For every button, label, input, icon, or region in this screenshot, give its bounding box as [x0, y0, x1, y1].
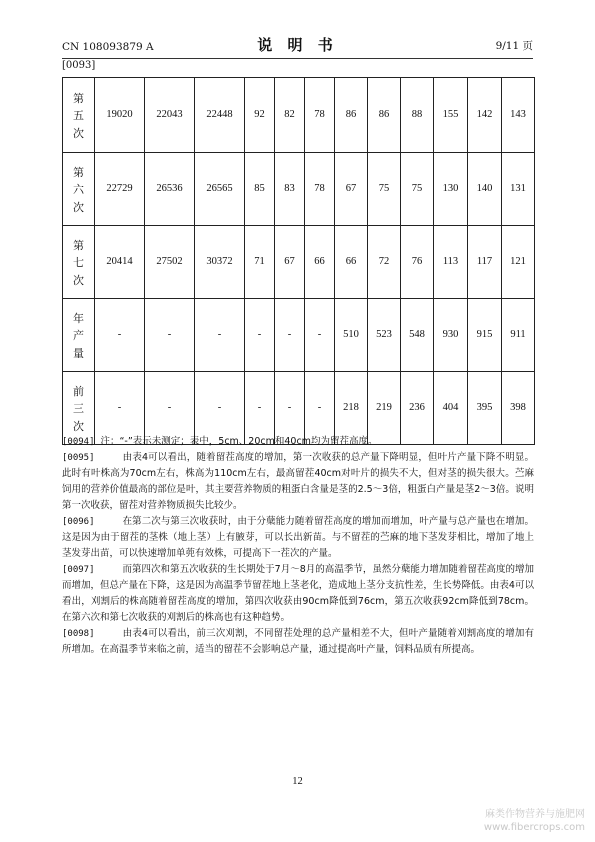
- table-cell: 142: [468, 78, 502, 153]
- table-cell: 82: [275, 78, 305, 153]
- table-cell: 78: [305, 153, 335, 226]
- row-label-char: 次: [73, 126, 84, 140]
- table-cell: 86: [368, 78, 401, 153]
- table-cell: 27502: [145, 226, 195, 299]
- table-cell: 20414: [95, 226, 145, 299]
- row-label-char: 次: [73, 200, 84, 214]
- paragraph-tag: [0094]: [62, 437, 95, 447]
- paragraph-tag: [0095]: [62, 453, 95, 463]
- paragraph-text: 注：“-”表示未测定；表中，5cm、20cm和40cm均为留茬高度。: [100, 436, 378, 447]
- table-cell: -: [275, 372, 305, 445]
- table-cell: 85: [245, 153, 275, 226]
- paragraph: [62, 562, 534, 626]
- paragraph: [62, 514, 534, 562]
- table-cell: -: [195, 299, 245, 372]
- table-cell: -: [275, 299, 305, 372]
- row-label-char: 次: [73, 419, 84, 433]
- table-cell: 915: [468, 299, 502, 372]
- row-label-char: 第: [73, 92, 84, 106]
- row-label-char: 三: [73, 402, 84, 416]
- table-cell: 548: [401, 299, 434, 372]
- table-cell: 76: [401, 226, 434, 299]
- row-label: [63, 153, 95, 226]
- table-cell: 22043: [145, 78, 195, 153]
- table-cell: 75: [401, 153, 434, 226]
- table-row: [63, 299, 535, 372]
- table-cell: 22448: [195, 78, 245, 153]
- row-label-char: 次: [73, 273, 84, 287]
- table-paragraph-tag: [0093]: [62, 60, 96, 71]
- row-label: [63, 299, 95, 372]
- row-label-char: 年: [73, 312, 84, 326]
- table-row: [63, 226, 535, 299]
- row-label-char: 第: [73, 239, 84, 253]
- table-row: [63, 153, 535, 226]
- paragraph-text: 而第四次和第五次收获的生长期处于7月～8月的高温季节，虽然分蘖能力增加随着留茬高度的增加而增加，但总产量在下降，这是因为高温季节留茬地上茎老化，造成地上茎分支抗性差，生长势降低。由表4可以看出，刈割后的株高随着留茬高度的增加，第四次收获由90cm降低到76cm，第五次收获92cm降低到78cm。在第六次和第七次收获的刈割后的株高也有这种趋势。: [62, 564, 534, 623]
- table-cell: -: [95, 372, 145, 445]
- row-label-char: 七: [73, 256, 84, 270]
- watermark-url: www.fibercrops.com: [483, 822, 585, 833]
- document-title: 说 明 书: [257, 36, 338, 54]
- table-cell: 143: [502, 78, 535, 153]
- table-cell: 86: [335, 78, 368, 153]
- yield-table: [62, 77, 535, 445]
- table-cell: 131: [502, 153, 535, 226]
- row-label-char: 五: [73, 109, 84, 123]
- table-cell: 67: [335, 153, 368, 226]
- row-label-char: 产: [73, 329, 84, 343]
- table-cell: 88: [401, 78, 434, 153]
- table-cell: 510: [335, 299, 368, 372]
- table-cell: 117: [468, 226, 502, 299]
- table-cell: 26565: [195, 153, 245, 226]
- paragraph: [62, 434, 534, 450]
- table-cell: -: [305, 299, 335, 372]
- paragraph: [62, 626, 534, 658]
- table-cell: 75: [368, 153, 401, 226]
- table-cell: 398: [502, 372, 535, 445]
- paragraph-text: 由表4可以看出，前三次刈割，不同留茬处理的总产量相差不大，但叶产量随着刈割高度的增加有所增加。在高温季节来临之前，适当的留茬不会影响总产量，通过提高叶产量，饲料品质有所提高。: [62, 628, 534, 655]
- table-cell: -: [145, 299, 195, 372]
- table-cell: 218: [335, 372, 368, 445]
- row-label: [63, 226, 95, 299]
- table-cell: 155: [434, 78, 468, 153]
- table-cell: 236: [401, 372, 434, 445]
- table-cell: -: [95, 299, 145, 372]
- patent-number: CN 108093879 A: [62, 41, 154, 53]
- page-header: [62, 34, 533, 59]
- table-cell: 22729: [95, 153, 145, 226]
- paragraph: [62, 450, 534, 514]
- table-cell: 67: [275, 226, 305, 299]
- page-number: 12: [292, 776, 303, 787]
- table-cell: 71: [245, 226, 275, 299]
- table-cell: 92: [245, 78, 275, 153]
- table-cell: 404: [434, 372, 468, 445]
- table-cell: 523: [368, 299, 401, 372]
- table-cell: 930: [434, 299, 468, 372]
- table-cell: 130: [434, 153, 468, 226]
- body-text: [62, 434, 534, 658]
- table-row: [63, 78, 535, 153]
- table-cell: 83: [275, 153, 305, 226]
- watermark-site-name: 麻类作物营养与施肥网: [485, 809, 585, 820]
- watermark: [484, 808, 585, 834]
- table-cell: 66: [335, 226, 368, 299]
- table-cell: -: [145, 372, 195, 445]
- table-cell: 911: [502, 299, 535, 372]
- row-label-char: 前: [73, 385, 84, 399]
- row-label-char: 六: [73, 183, 84, 197]
- row-label-char: 量: [73, 346, 84, 360]
- paragraph-tag: [0097]: [62, 565, 95, 575]
- table-cell: 219: [368, 372, 401, 445]
- table-cell: 26536: [145, 153, 195, 226]
- paragraph-tag: [0096]: [62, 517, 95, 527]
- paragraph-text: 由表4可以看出，随着留茬高度的增加，第一次收获的总产量下降明显，但叶片产量下降不明显。此时有叶株高为70cm左右，株高为110cm左右，最高留茬40cm对叶片的损失不大，但对茎的损失很大。苎麻饲用的营养价值最高的部位是叶，其主要营养物质的粗蛋白含量是茎的2.5～3倍，粗蛋白产量是茎2～3倍。说明第一次收获，留茬对营养物质损失比较少。: [62, 452, 534, 511]
- table-cell: -: [305, 372, 335, 445]
- table-cell: -: [245, 299, 275, 372]
- table-cell: -: [195, 372, 245, 445]
- row-label: [63, 78, 95, 153]
- table-cell: 72: [368, 226, 401, 299]
- paragraph-text: 在第二次与第三次收获时，由于分蘖能力随着留茬高度的增加而增加，叶产量与总产量也在增加。这是因为由于留茬的茎株（地上茎）上有腋芽，可以长出新苗。与不留茬的苎麻的地下茎发芽相比，增加了地上茎发芽出苗，可以快速增加单蔸有效株，可提高下一茬次的产量。: [62, 516, 534, 559]
- page-info: 9/11 页: [495, 40, 533, 52]
- paragraph-tag: [0098]: [62, 629, 95, 639]
- table-cell: 19020: [95, 78, 145, 153]
- table-cell: 78: [305, 78, 335, 153]
- table-cell: -: [245, 372, 275, 445]
- row-label-char: 第: [73, 166, 84, 180]
- table-cell: 113: [434, 226, 468, 299]
- table-cell: 140: [468, 153, 502, 226]
- table-cell: 395: [468, 372, 502, 445]
- table-cell: 66: [305, 226, 335, 299]
- table-cell: 30372: [195, 226, 245, 299]
- table-cell: 121: [502, 226, 535, 299]
